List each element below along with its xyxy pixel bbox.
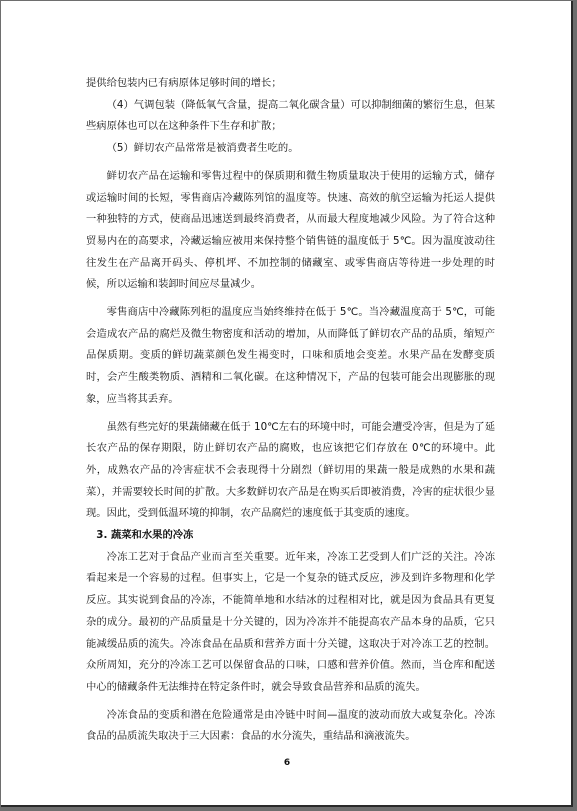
section-heading: 3. 蔬菜和水果的冷冻 (96, 529, 194, 542)
document-page (1, 1, 573, 807)
page-number: 6 (283, 758, 291, 768)
paragraph-freezing: 冷冻工艺对于食品产业而言至关重要。近年来，冷冻工艺受到人们广泛的关注。冷冻看起来是一个容易的过程。但事实上，它是一个复杂的链式反应，涉及到许多物理和化学反应。其实说到食品的冷冻，不能简单地和水结冰的过程相对比，就是因为食品具有更复杂的成分。最初的产品质量是十分关键的，因为冷冻并不能提高农产品本身的品质，它只能减缓品质的流失。冷冻食品在品质和营养方面十分关键，这取决于对冷冻工艺的控制。众所周知，充分的冷冻工艺可以保留食品的口味，口感和营养价值。然而，当仓库和配送中心的储藏条件无法维持在特定条件时，就会导致食品营养和品质的流失。 (86, 550, 495, 693)
paragraph-chilling-injury: 虽然有些完好的果蔬储藏在低于 10℃左右的环境中时，可能会遭受冷害，但是为了延长农产品的保存期限，防止鲜切农产品的腐败，也应该把它们存放在 0℃的环境中。此外，成熟农产品的冷害症状不会表现得十分剧烈（鲜切用的果蔬一般是成熟的水果和蔬菜），并需要较长时间的扩散。大多数鲜切农产品是在购买后即被消费，冷害的症状很少显现。因此，受到低温环境的抑制，农产品腐烂的速度低于其变质的速度。 (86, 420, 495, 520)
paragraph-continuation: 提供给包装内已有病原体足够时间的增长； (86, 77, 282, 89)
list-item-4: （4）气调包装（降低氧气含量，提高二氧化碳含量）可以抑制细菌的繁衍生息，但某些病原体也可以在这种条件下生存和扩散； (86, 98, 495, 133)
list-item-5: （5）鲜切农产品常常是被消费者生吃的。 (106, 142, 299, 155)
page-content (86, 73, 495, 748)
paragraph-frozen-quality: 冷冻食品的变质和潜在危险通常是由冷链中时间—温度的波动而放大或复杂化。冷冻食品的品质流失取决于三大因素：食品的水分流失，重结晶和滴液流失。 (86, 708, 495, 743)
paragraph-transport: 鲜切农产品在运输和零售过程中的保质期和微生物质量取决于使用的运输方式，储存或运输时间的长短，零售商店冷藏陈列馆的温度等。快速、高效的航空运输为托运人提供一种独特的方式，使商品迅速送到最终消费者，从而最大程度地减少风险。为了符合这种贸易内在的高要求，冷藏运输应被用来保持整个销售链的温度低于 5℃。因为温度波动往往发生在产品离开码头、停机坪、不加控制的储藏室、或零售商店等待进一步处理的时候，所以运输和装卸时间应尽量减少。 (86, 169, 495, 291)
paragraph-retail-display: 零售商店中冷藏陈列柜的温度应当始终维持在低于 5℃。当冷藏温度高于 5℃，可能会造成农产品的腐烂及微生物密度和活动的增加，从而降低了鲜切农产品的品质，缩短产品保质期。变质的鲜切蔬菜颜色发生褐变时，口味和质地会变差。水果产品在发酵变质时，会产生酸类物质、酒精和二氧化碳。在这种情况下，产品的包装可能会出现膨胀的现象，应当将其丢弃。 (86, 306, 495, 405)
